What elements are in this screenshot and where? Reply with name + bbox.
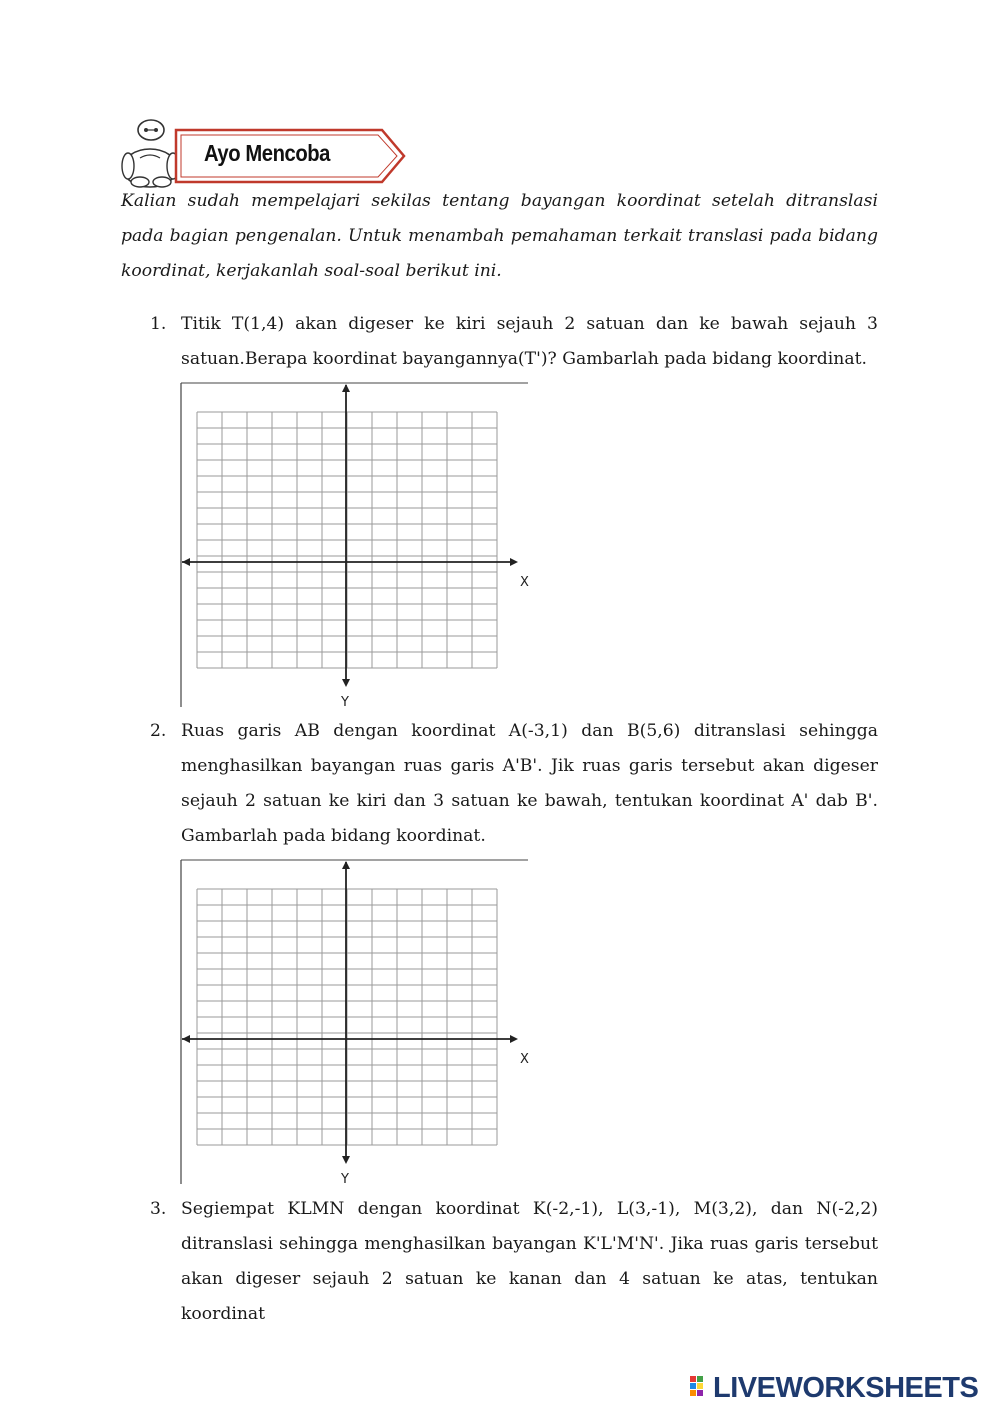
- x-axis-label: X: [520, 575, 529, 590]
- question-1: [150, 307, 878, 377]
- y-axis-arrow-bottom: [342, 679, 350, 687]
- x-axis-label: X: [520, 1052, 529, 1067]
- question-text: Ruas garis AB dengan koordinat A(-3,1) dan B(5,6) ditranslasi sehingga menghasilkan bayangan ruas garis A'B'. Jik ruas garis tersebut akan digeser sejauh 2 satuan ke kiri dan 3 satuan ke bawah, tentukan koordinat A' dab B'. Gambarlah pada bidang koordinat.: [181, 721, 878, 846]
- question-text: Segiempat KLMN dengan koordinat K(-2,-1), L(3,-1), M(3,2), dan N(-2,2) ditranslasi sehingga menghasilkan bayangan K'L'M'N'. Jika ruas garis tersebut akan digeser sejauh 2 satuan ke kanan dan 4 satuan ke atas, tentukan koordinat: [181, 1199, 878, 1324]
- x-axis-arrow-left: [182, 1035, 190, 1043]
- question-2: [150, 714, 878, 854]
- y-axis-arrow-top: [342, 384, 350, 392]
- intro-paragraph: Kalian sudah mempelajari sekilas tentang bayangan koordinat setelah ditranslasi pada bagian pengenalan. Untuk menambah pemahaman terkait translasi pada bidang koordinat, kerjakanlah soal-soal berikut ini.: [121, 191, 878, 281]
- brand-name: LIVEWORKSHEETS: [713, 1372, 979, 1404]
- liveworksheets-logo: [690, 1370, 990, 1406]
- x-axis-arrow-right: [510, 1035, 518, 1043]
- section-header: [120, 116, 410, 188]
- question-number: 1.: [150, 314, 167, 334]
- page-title: Ayo Mencoba: [204, 140, 330, 166]
- question-number: 2.: [150, 721, 167, 741]
- coordinate-plane[interactable]: [180, 381, 532, 711]
- y-axis-label: Y: [341, 1172, 349, 1187]
- x-axis-arrow-left: [182, 558, 190, 566]
- x-axis-arrow-right: [510, 558, 518, 566]
- y-axis-arrow-top: [342, 861, 350, 869]
- question-text: Titik T(1,4) akan digeser ke kiri sejauh 2 satuan dan ke bawah sejauh 3 satuan.Berapa koordinat bayangannya(T')? Gambarlah pada bidang koordinat.: [181, 314, 878, 369]
- brand-blocks-icon: [690, 1376, 712, 1406]
- question-3: [150, 1192, 878, 1332]
- question-number: 3.: [150, 1199, 167, 1219]
- y-axis-label: Y: [341, 695, 349, 710]
- coordinate-grid-1[interactable]: [180, 381, 532, 711]
- coordinate-grid-2[interactable]: [180, 858, 532, 1188]
- y-axis-arrow-bottom: [342, 1156, 350, 1164]
- coordinate-plane[interactable]: [180, 858, 532, 1188]
